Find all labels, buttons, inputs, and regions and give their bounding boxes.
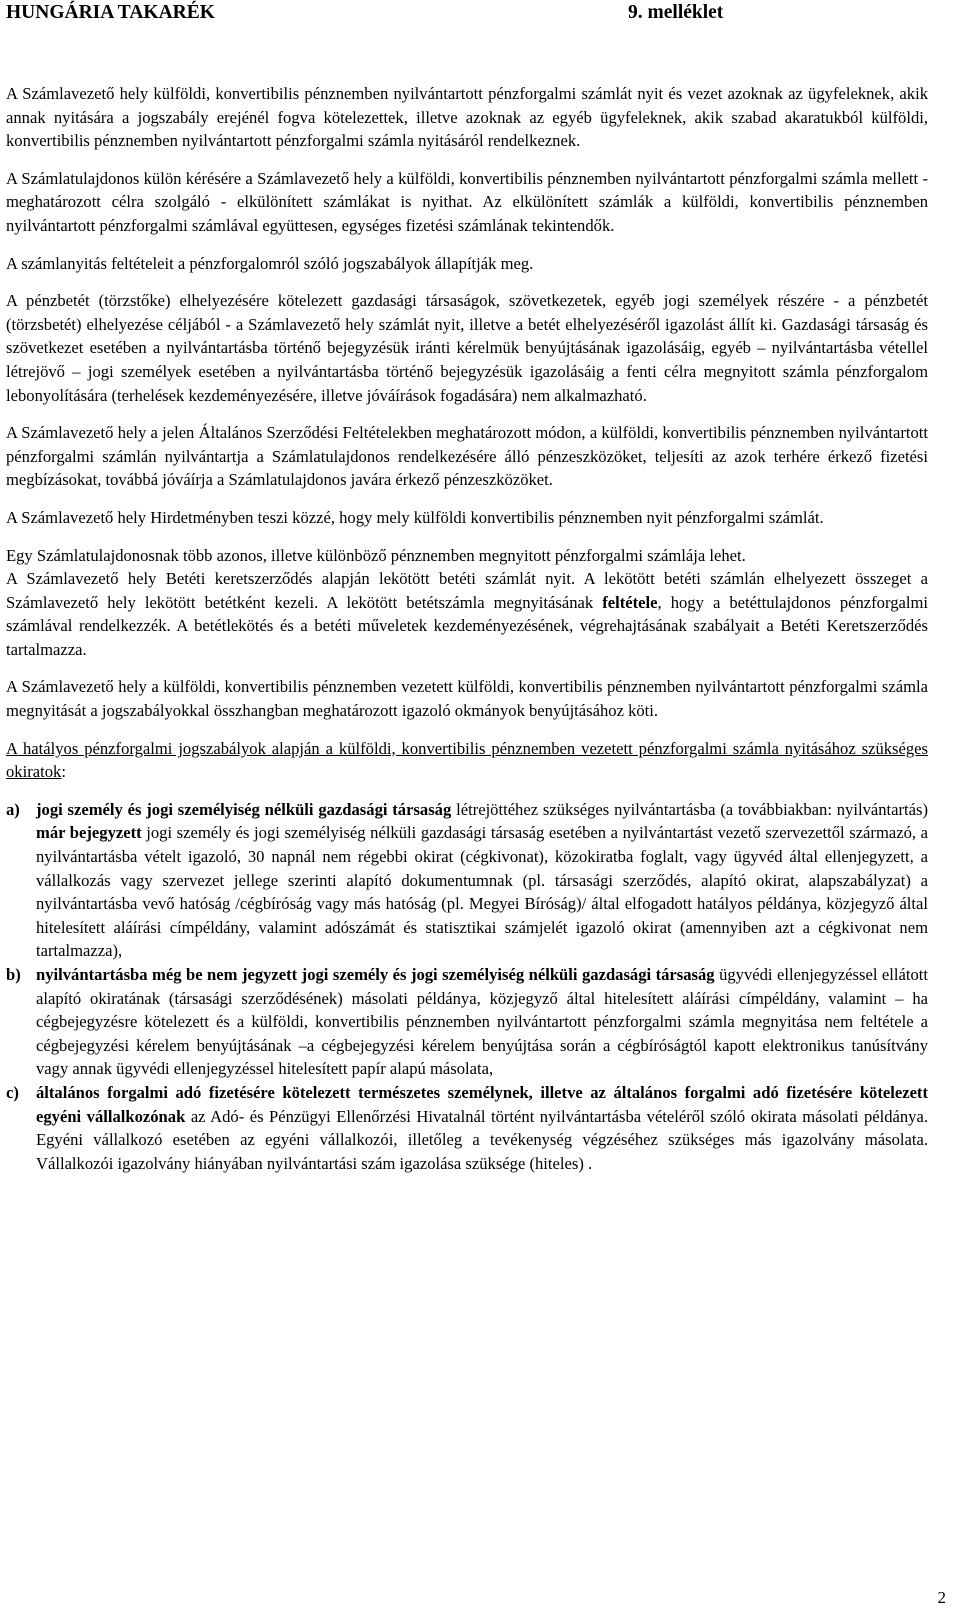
list-marker: a): [6, 799, 20, 819]
heading-colon: :: [61, 762, 66, 782]
paragraph: A Számlavezető hely a jelen Általános Szerződési Feltételekben meghatározott módon, a külföldi, konvertibilis pénznemben nyilvántartott pénzforgalmi számlán nyilvántartja a Számlatulajdonos rendelkezésére álló pénzeszközöket, teljesíti az azok terhére érkező fizetési megbízásokat, továbbá jóváírja a Számlatulajdonos javára érkező pénzeszközöket.: [6, 423, 928, 490]
list-item: [6, 1081, 928, 1175]
paragraph: A Számlavezető hely külföldi, konvertibilis pénznemben nyilvántartott pénzforgalmi számlát nyit és vezet azoknak az ügyfeleknek, akik annak nyitására a jogszabály erejénél fogva kötelezettek, illetve azoknak az egyéb ügyfeleknek, akik szabad akaratukból külföldi, konvertibilis pénznemben nyilvántartott pénzforgalmi számla nyitásáról rendelkeznek.: [6, 84, 928, 151]
list-text-segment: jogi személy és jogi személyiség nélküli gazdasági társaság esetében a nyilvántartást vezető szervezettől származó, a nyilvántartásba vételt igazoló, 30 napnál nem régebbi okirat (cégkivonat), közokiratba foglalt, vagy ügyvéd által ellenjegyzett, a vállalkozás vagy szervezet jellege szerinti alapító dokumentumnak (pl. társasági szerződés, alapító okirat, alapszabályzat) a nyilvántartásba vevő hatóság /cégbíróság vagy más hatóság (pl. Megyei Bíróság)/ által elfogadott hatályos példánya, közjegyző által hitelesített aláírási címpéldány, valamint adószámát és statisztikai számjelét igazoló okirat (amennyiben azt a cégkivonat nem tartalmazza),: [36, 823, 928, 961]
paragraph: A számlanyitás feltételeit a pénzforgalomról szóló jogszabályok állapítják meg.: [6, 253, 534, 273]
document-list: [6, 798, 928, 1176]
list-item-text: [36, 1081, 928, 1175]
list-item: [6, 963, 928, 1081]
list-text-segment: ügyvédi ellenjegyzéssel ellátott alapító okiratának (társasági szerződésének) másolati példánya, közjegyző által hitelesített aláírási címpéldány, valamint – ha cégbejegyzésre kötelezett és a külföldi, konvertibilis pénznemben nyilvántartott pénzforgalmi számla megnyitása nem feltétele a cégbejegyzési kérelem benyújtásának –a cégbejegyzési kérelem benyújtása során a cégbíróságtól kapott elektronikus tanúsítvány vagy annak ügyvédi ellenjegyzéssel hitelesített papír alapú másolata,: [36, 965, 928, 1079]
section-heading: [6, 737, 928, 784]
annex-label: 9. melléklet: [628, 2, 724, 23]
paragraph-text: A Számlavezető hely Betéti keretszerződés alapján lekötött betéti számlát nyit. A lekötött betéti számlán elhelyezett összeget a Számlavezető hely lekötött betétként kezeli. A lekötött betétszámla megnyitásának: [6, 569, 928, 612]
underlined-heading: A hatályos pénzforgalmi jogszabályok alapján a külföldi, konvertibilis pénznemben vezetett pénzforgalmi számla nyitásához szükséges okiratok: [6, 738, 928, 782]
list-text-segment: az Adó- és Pénzügyi Ellenőrzési Hivatalnál történt nyilvántartásba vételéről szóló okirata másolati példánya. Egyéni vállalkozó esetében az egyéni vállalkozói, illetőleg a tevékenység végzéséhez szükséges más igazolvány másolata. Vállalkozói igazolvány hiányában nyilvántartási szám igazolása szüksége (hiteles) .: [36, 1106, 928, 1173]
page-number: 2: [937, 1588, 946, 1607]
paragraph: [6, 567, 928, 661]
organization-name: HUNGÁRIA TAKARÉK: [6, 2, 215, 23]
paragraph: A Számlavezető hely Hirdetményben teszi közzé, hogy mely külföldi konvertibilis pénznemben nyit pénzforgalmi számlát.: [6, 507, 824, 527]
bold-term: általános forgalmi adó fizetésére kötelezett természetes személynek, illetve az általános forgalmi adó fizetésére kötelezett egyéni vállalkozónak: [36, 1082, 928, 1126]
bold-term: jogi személy és jogi személyiség nélküli gazdasági társaság: [36, 799, 452, 819]
paragraph-text: , hogy a betéttulajdonos pénzforgalmi számlával rendelkezzék. A betétlekötés és a betéti műveletek kezdeményezésének, végrehajtásának szabályait a Betéti Keretszerződés tartalmazza.: [6, 592, 928, 659]
paragraph: A Számlatulajdonos külön kérésére a Számlavezető hely a külföldi, konvertibilis pénznemben nyilvántartott pénzforgalmi számla mellett - meghatározott célra szolgáló - elkülönített számlákat is nyithat. Az elkülönített számlák a külföldi, konvertibilis pénznemben nyilvántartott pénzforgalmi számlával együttesen, egységes fizetési számlának tekintendők.: [6, 168, 928, 235]
page-header: [6, 2, 954, 28]
list-marker: b): [6, 965, 21, 984]
paragraph: A Számlavezető hely a külföldi, konvertibilis pénznemben vezetett külföldi, konvertibilis pénznemben nyilvántartott pénzforgalmi számla megnyitását a jogszabályokkal összhangban meghatározott igazoló okmányok benyújtásához köti.: [6, 677, 928, 721]
bold-term: nyilvántartásba még be nem jegyzett jogi személy és jogi személyiség nélküli gazdasági társaság: [36, 965, 715, 984]
bold-term: feltétele: [602, 592, 658, 612]
list-text-segment: létrejöttéhez szükséges nyilvántartásba (a továbbiakban: nyilvántartás): [451, 799, 928, 819]
list-item-text: [36, 963, 928, 1081]
paragraph: Egy Számlatulajdonosnak több azonos, illetve különböző pénznemben megnyitott pénzforgalmi számlája lehet.: [6, 545, 746, 565]
paragraph: A pénzbetét (törzstőke) elhelyezésére kötelezett gazdasági társaságok, szövetkezetek, egyéb jogi személyek részére - a pénzbetét (törzsbetét) elhelyezése céljából - a Számlavezető hely számlát nyit, illetve a betét elhelyezéséről igazolást állít ki. Gazdasági társaság és szövetkezet esetében a nyilvántartásba történő bejegyzésük iránti kérelmük benyújtásának igazolásáig, egyéb – nyilvántartásba vétellel létrejövő – jogi személyek esetében a nyilvántartásba történő bejegyzésük igazolásáig a fenti célra megnyitott számla pénzforgalom lebonyolítására (terhelések kezdeményezésére, illetve jóváírások fogadására) nem alkalmazható.: [6, 291, 928, 405]
list-marker: c): [6, 1082, 19, 1102]
list-item-text: [36, 798, 928, 963]
list-item: [6, 798, 928, 963]
bold-term: már bejegyzett: [36, 823, 142, 843]
document-body: [6, 82, 928, 1175]
